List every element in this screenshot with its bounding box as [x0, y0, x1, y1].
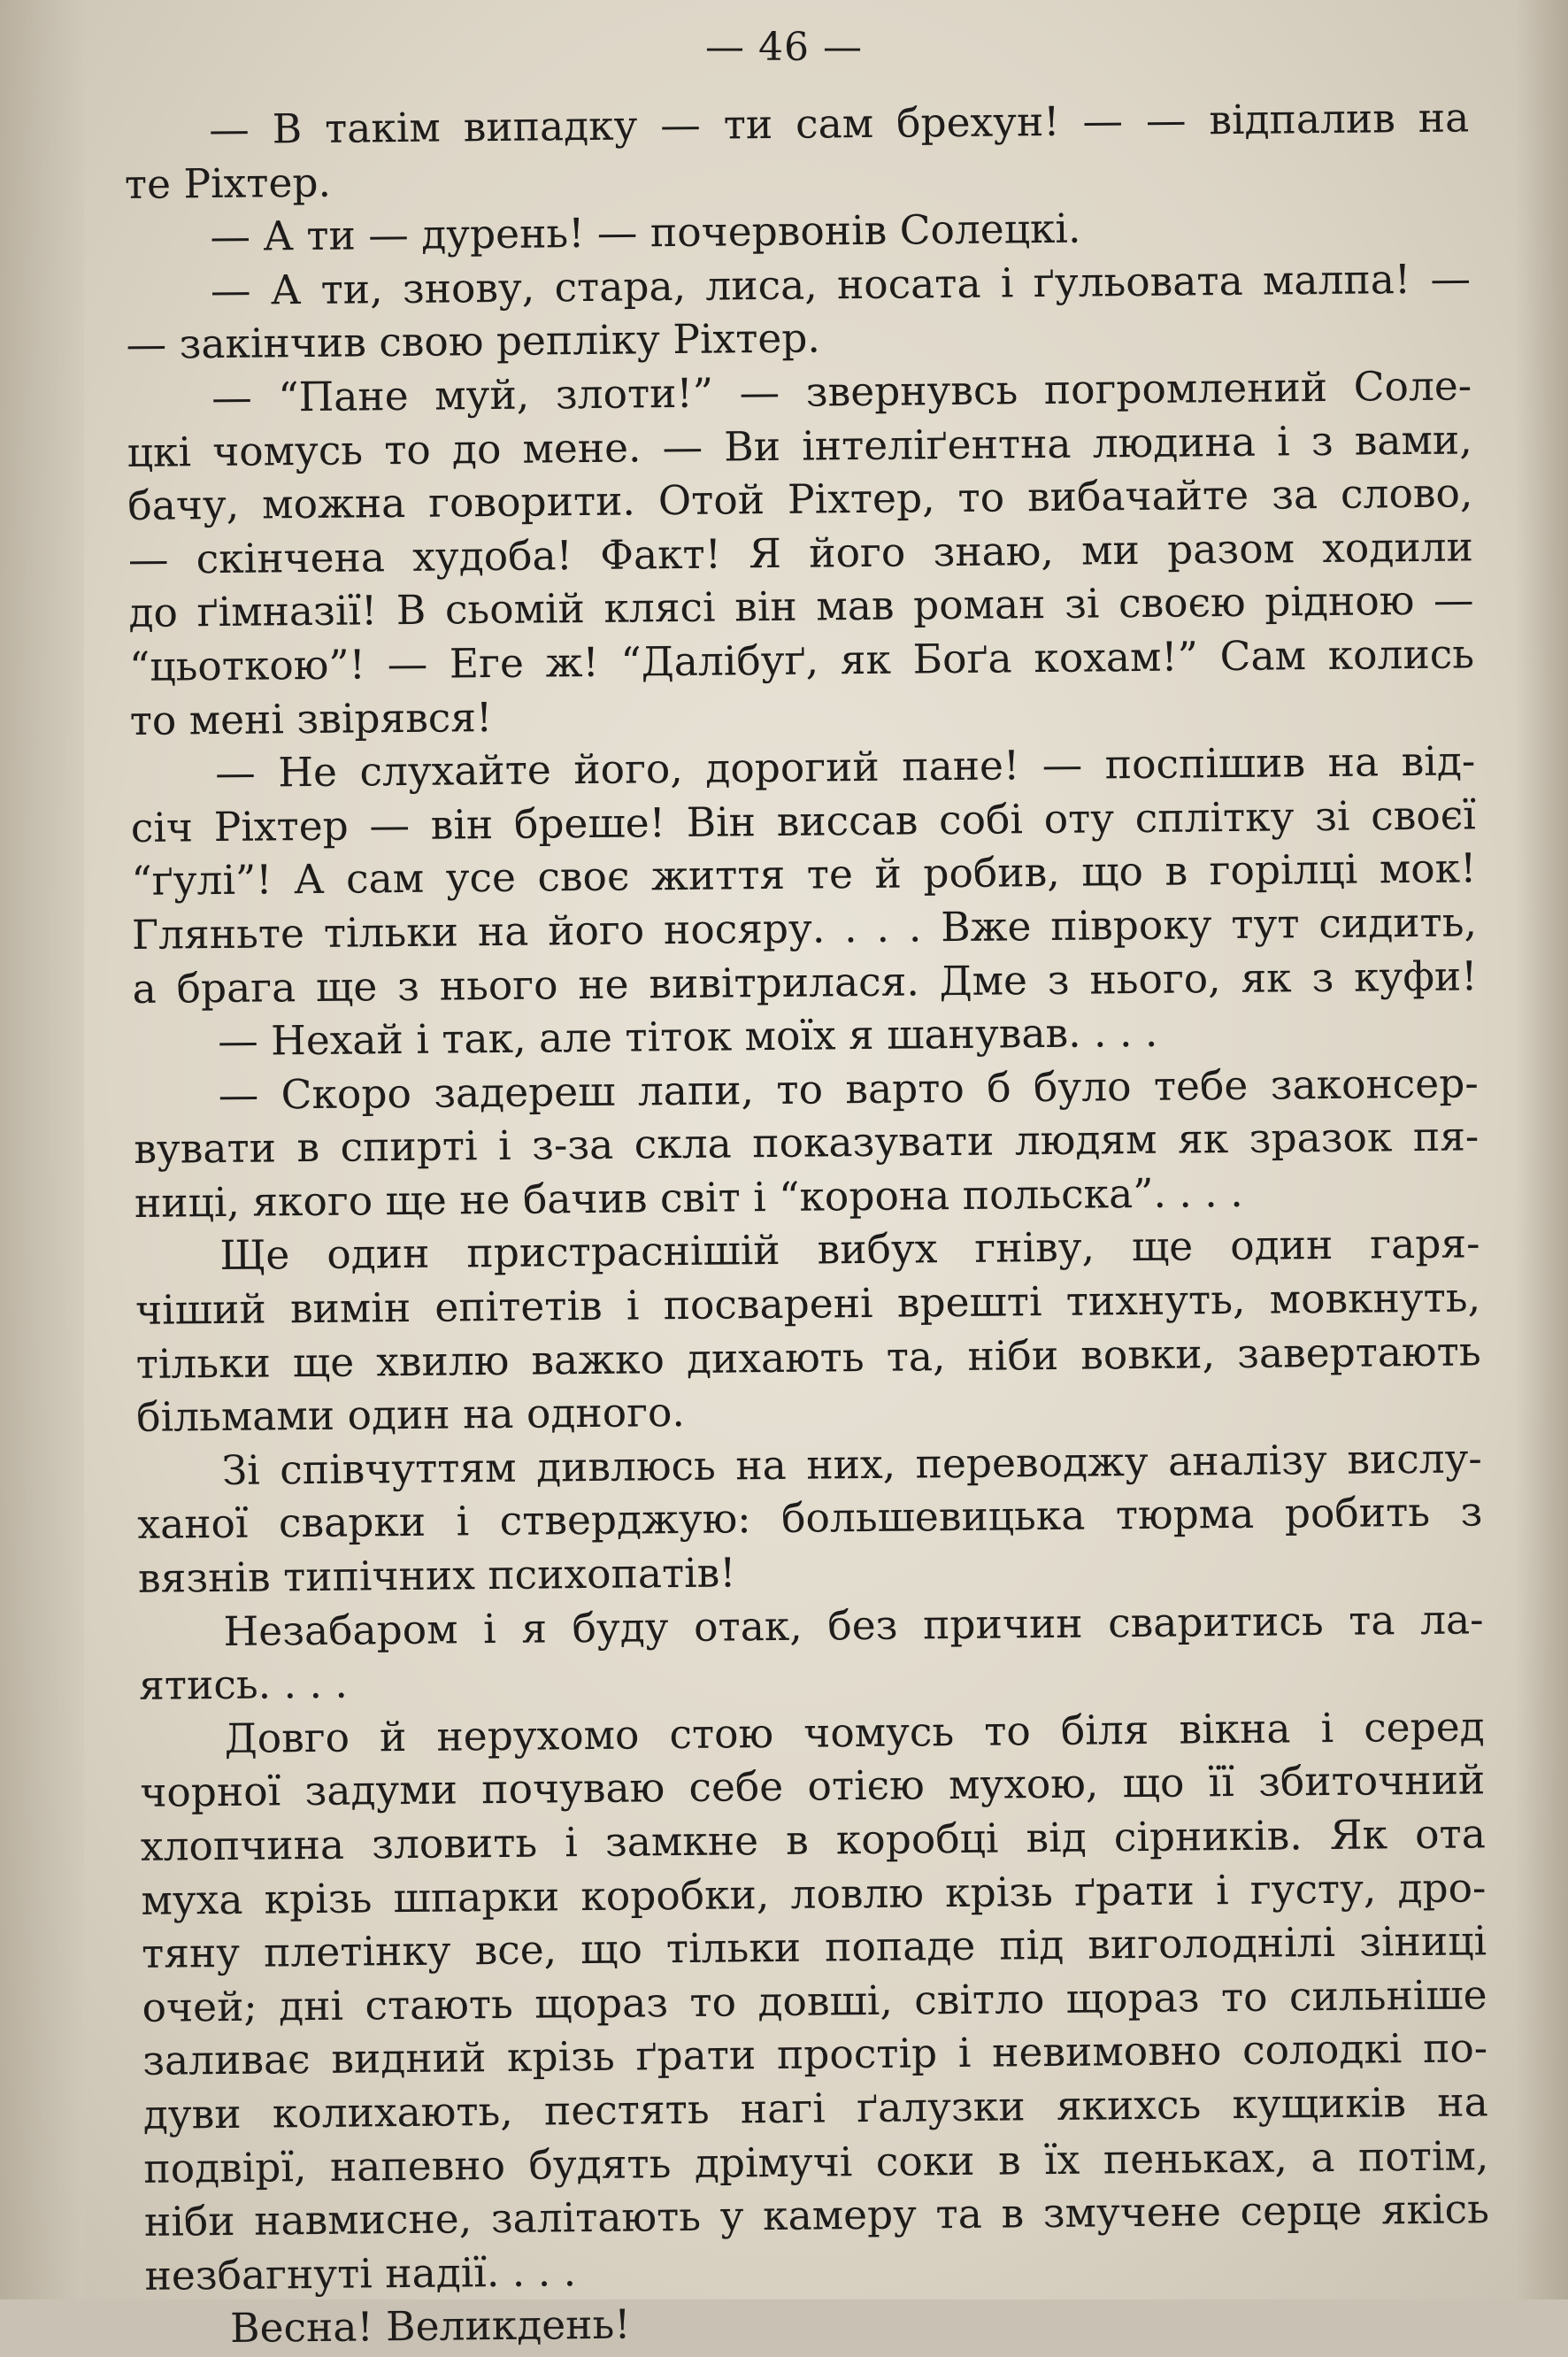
- text-line: “цьоткою”! — Еге ж! “Далібуґ, як Боґа кохам!” Сам колись: [128, 630, 1475, 690]
- text-line: тільки ще хвилю важко дихають та, ніби вовки, завертають: [135, 1328, 1481, 1388]
- text-line: — А ти, знову, стара, лиса, носата і ґульовата малпа! —: [210, 255, 1472, 314]
- text-line: Гляньте тільки на його носяру. . . . Вже півроку тут сидить,: [131, 898, 1478, 959]
- text-line: муха крізь шпарки коробки, ловлю крізь ґрати і густу, дро-: [141, 1863, 1487, 1924]
- text-line: вувати в спирті і з-за скла показувати людям як зразок пя-: [134, 1113, 1480, 1174]
- text-line: ханої сварки і стверджую: большевицька тюрма робить з: [137, 1488, 1483, 1549]
- text-line: очей; дні стають щораз то довші, світло щораз то сильніше: [142, 1971, 1487, 2031]
- text-line: те Ріхтер.: [124, 158, 332, 208]
- text-line: січ Ріхтер — він бреше! Він виссав собі оту сплітку зі своєї: [130, 791, 1477, 851]
- text-line: тяну плетінку все, що тільки попаде під виголоднілі зіниці: [141, 1917, 1487, 1978]
- text-line: чорної задуми почуваю себе отією мухою, що її збиточний: [140, 1756, 1486, 1817]
- text-line: ятись. . . .: [138, 1660, 349, 1710]
- text-line: ниці, якого ще не бачив світ і “корона польска”. . . .: [134, 1168, 1243, 1227]
- text-line: дуви колихають, пестять нагі ґалузки якихсь кущиків на: [142, 2078, 1488, 2138]
- text-line: а брага ще з нього не вивітрилася. Дме з нього, як з куфи!: [132, 951, 1478, 1013]
- text-line: подвірї, напевно будять дрімучі соки в їх пеньках, а потім,: [143, 2131, 1489, 2192]
- text-line: — А ти — дурень! — почервонів Солецкі.: [210, 204, 1081, 261]
- text-line: до ґімназії! В сьомій клясі він мав роман зі своєю рідною —: [128, 576, 1474, 637]
- body-text: [124, 91, 1490, 2356]
- text-line: — скінчена худоба! Факт! Я його знаю, ми разом ходили: [127, 523, 1474, 583]
- text-line: Довго й нерухомо стою чомусь то біля вікна і серед: [224, 1703, 1485, 1762]
- text-line: незбагнуті надії. . . .: [144, 2247, 577, 2299]
- text-line: — В такім випадку — ти сам брехун! — — відпалив на: [209, 94, 1470, 154]
- text-line: то мені звірявся!: [129, 693, 493, 744]
- page-shadow-left: [0, 0, 84, 2299]
- page-number: — 46 —: [705, 25, 863, 70]
- text-line: більмами один на одного.: [135, 1389, 686, 1442]
- text-line: Незабаром і я буду отак, без причин сваритись та ла-: [223, 1595, 1484, 1655]
- text-line: — “Пане муй, злоти!” — звернувсь погромлений Соле-: [211, 362, 1472, 422]
- text-line: чіший вимін епітетів і посварені врешті тихнуть, мовкнуть,: [135, 1274, 1481, 1334]
- text-line: — Скоро задереш лапи, то варто б було тебе законсер-: [218, 1059, 1479, 1119]
- page-shadow-right: [1515, 0, 1568, 2299]
- text-line: “ґулі”! А сам усе своє життя те й робив, що в горілці мок!: [131, 844, 1477, 905]
- text-line: цкі чомусь то до мене. — Ви інтеліґентна людина і з вами,: [127, 415, 1472, 476]
- text-line: — Нехай і так, але тіток моїх я шанував. . . .: [217, 1008, 1158, 1066]
- text-line: Весна! Великдень!: [229, 2300, 631, 2353]
- text-line: Зі співчуттям дивлюсь на них, переводжу аналізу вислу-: [221, 1435, 1483, 1494]
- text-line: вязнів типічних психопатів!: [137, 1549, 736, 1602]
- text-line: Ще один пристраснішій вибух гніву, ще один гаря-: [219, 1220, 1480, 1280]
- text-line: заливає видний крізь ґрати простір і невимовно солодкі по-: [142, 2024, 1488, 2085]
- text-line: ніби навмисне, залітають у камеру та в змучене серце якісь: [143, 2185, 1490, 2246]
- text-line: хлопчина зловить і замкне в коробці від сірників. Як ота: [140, 1810, 1487, 1870]
- text-line: — закінчив свою репліку Ріхтер.: [126, 314, 821, 369]
- text-line: бачу, можна говорити. Отой Ріхтер, то вибачайте за слово,: [127, 469, 1473, 530]
- text-line: — Не слухайте його, дорогий пане! — поспішив на від-: [215, 737, 1476, 797]
